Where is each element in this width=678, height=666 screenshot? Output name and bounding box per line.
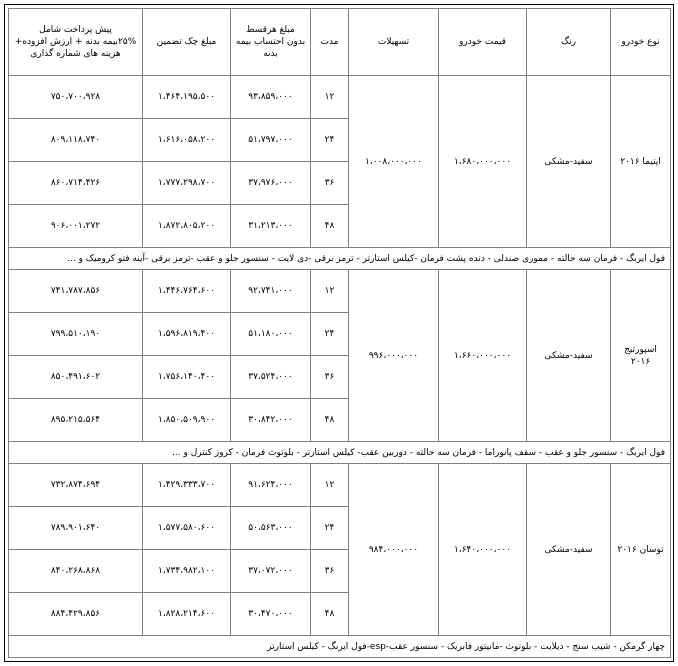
term-cell: ۱۲ xyxy=(311,76,349,119)
installment-cell: ۵۱،۱۸۰،۰۰۰ xyxy=(231,313,311,356)
installment-cell: ۳۷،۹۷۶،۰۰۰ xyxy=(231,162,311,205)
term-cell: ۳۶ xyxy=(311,162,349,205)
term-cell: ۱۲ xyxy=(311,464,349,507)
table-row xyxy=(9,464,671,507)
header-facility: تسهیلات xyxy=(349,9,439,76)
prepayment-cell: ۷۵۰،۷۰۰،۹۲۸ xyxy=(9,76,143,119)
prepayment-cell: ۹۰۶،۰۰۱،۲۷۲ xyxy=(9,205,143,248)
term-cell: ۳۶ xyxy=(311,356,349,399)
installment-cell: ۹۲،۷۴۱،۰۰۰ xyxy=(231,270,311,313)
term-cell: ۴۸ xyxy=(311,399,349,442)
check-cell: ۱،۴۶۴،۱۹۵،۵۰۰ xyxy=(143,76,231,119)
prepayment-cell: ۸۴۰،۲۶۸،۸۶۸ xyxy=(9,550,143,593)
term-cell: ۲۴ xyxy=(311,313,349,356)
car-color: سفید-مشکی xyxy=(527,76,611,248)
term-cell: ۱۲ xyxy=(311,270,349,313)
installment-cell: ۳۱،۲۱۳،۰۰۰ xyxy=(231,205,311,248)
check-cell: ۱،۵۷۷،۵۸۰،۶۰۰ xyxy=(143,507,231,550)
header-prepayment: پیش پرداخت شامل ۲۵%بیمه بدنه + ارزش افزوده+ هزینه های شماره گذاری xyxy=(9,9,143,76)
check-cell: ۱،۷۳۴،۹۸۲،۱۰۰ xyxy=(143,550,231,593)
table-row xyxy=(9,270,671,313)
prepayment-cell: ۷۸۹،۹۰۱،۶۴۰ xyxy=(9,507,143,550)
prepayment-cell: ۷۳۲،۸۷۴،۶۹۴ xyxy=(9,464,143,507)
header-term: مدت xyxy=(311,9,349,76)
table-row xyxy=(9,76,671,119)
prepayment-cell: ۸۶۰،۷۱۴،۴۲۶ xyxy=(9,162,143,205)
car-price: ۱،۶۴۰،۰۰۰،۰۰۰ xyxy=(439,464,527,636)
header-guarantee-check: مبلغ چک تضمین xyxy=(143,9,231,76)
prepayment-cell: ۸۸۴،۴۲۹،۸۵۶ xyxy=(9,593,143,636)
term-cell: ۴۸ xyxy=(311,205,349,248)
features-row xyxy=(9,442,671,464)
prepayment-cell: ۸۰۹،۱۱۸،۷۴۰ xyxy=(9,119,143,162)
car-facility: ۱،۰۰۸،۰۰۰،۰۰۰ xyxy=(349,76,439,248)
check-cell: ۱،۴۴۶،۷۶۴،۶۰۰ xyxy=(143,270,231,313)
term-cell: ۴۸ xyxy=(311,593,349,636)
check-cell: ۱،۷۵۶،۱۴۰،۴۰۰ xyxy=(143,356,231,399)
check-cell: ۱،۸۵۰،۵۰۹،۹۰۰ xyxy=(143,399,231,442)
car-price: ۱،۶۸۰،۰۰۰،۰۰۰ xyxy=(439,76,527,248)
check-cell: ۱،۴۲۹،۳۳۳،۷۰۰ xyxy=(143,464,231,507)
features-row xyxy=(9,636,671,658)
features-text: فول ایربگ - فرمان سه حالته - مموری صندلی - دنده پشت فرمان -کیلس استارتر - ترمز برقی -دی لایت - سنسور جلو و عقب -ترمز برقی -آینه فتو کرومیک و ... xyxy=(9,248,671,270)
installment-cell: ۳۷،۵۲۴،۰۰۰ xyxy=(231,356,311,399)
car-facility: ۹۸۴،۰۰۰،۰۰۰ xyxy=(349,464,439,636)
term-cell: ۲۴ xyxy=(311,507,349,550)
car-color: سفید-مشکی xyxy=(527,464,611,636)
check-cell: ۱،۷۷۷،۲۹۸،۷۰۰ xyxy=(143,162,231,205)
prepayment-cell: ۸۹۵،۲۱۵،۵۶۴ xyxy=(9,399,143,442)
installment-cell: ۵۱،۷۹۷،۰۰۰ xyxy=(231,119,311,162)
car-model: اپتیما ۲۰۱۶ xyxy=(611,76,671,248)
check-cell: ۱،۵۹۶،۸۱۹،۴۰۰ xyxy=(143,313,231,356)
installment-cell: ۹۱،۶۲۴،۰۰۰ xyxy=(231,464,311,507)
prepayment-cell: ۷۹۹،۵۱۰،۱۹۰ xyxy=(9,313,143,356)
installment-cell: ۵۰،۵۶۳،۰۰۰ xyxy=(231,507,311,550)
installment-cell: ۹۳،۸۵۹،۰۰۰ xyxy=(231,76,311,119)
car-model: اسپورتیج ۲۰۱۶ xyxy=(611,270,671,442)
price-table-frame xyxy=(4,4,674,662)
check-cell: ۱،۸۷۲،۸۰۵،۲۰۰ xyxy=(143,205,231,248)
installment-cell: ۳۰،۴۷۰،۰۰۰ xyxy=(231,593,311,636)
header-row xyxy=(9,9,671,76)
prepayment-cell: ۷۴۱،۷۸۷،۸۵۶ xyxy=(9,270,143,313)
features-row xyxy=(9,248,671,270)
term-cell: ۳۶ xyxy=(311,550,349,593)
header-price: قیمت خودرو xyxy=(439,9,527,76)
installment-cell: ۳۷،۰۷۲،۰۰۰ xyxy=(231,550,311,593)
features-text: فول ایربگ - سنسور جلو و عقب - سقف پانوراما - فرمان سه حالته - دوربین عقب- کیلس استارتر - بلوتوث فرمان - کروز کنترل و ... xyxy=(9,442,671,464)
car-price: ۱،۶۶۰،۰۰۰،۰۰۰ xyxy=(439,270,527,442)
car-color: سفید-مشکی xyxy=(527,270,611,442)
features-text: چهار گرمکن - شیب سنج - دیلایت - بلوتوث -مانیتور فابریک - سنسور عقب-esp-فول ایربگ - کیلس استارتر xyxy=(9,636,671,658)
installment-price-table xyxy=(8,8,671,658)
header-installment: مبلغ هرقسط بدون احتساب بیمه بدنه xyxy=(231,9,311,76)
header-model: نوع خودرو xyxy=(611,9,671,76)
check-cell: ۱،۸۲۸،۲۱۴،۶۰۰ xyxy=(143,593,231,636)
term-cell: ۲۴ xyxy=(311,119,349,162)
header-color: رنگ xyxy=(527,9,611,76)
installment-cell: ۳۰،۸۴۲،۰۰۰ xyxy=(231,399,311,442)
prepayment-cell: ۸۵۰،۴۹۱،۶۰۲ xyxy=(9,356,143,399)
check-cell: ۱،۶۱۶،۰۵۸،۲۰۰ xyxy=(143,119,231,162)
car-model: توسان ۲۰۱۶ xyxy=(611,464,671,636)
car-facility: ۹۹۶،۰۰۰،۰۰۰ xyxy=(349,270,439,442)
